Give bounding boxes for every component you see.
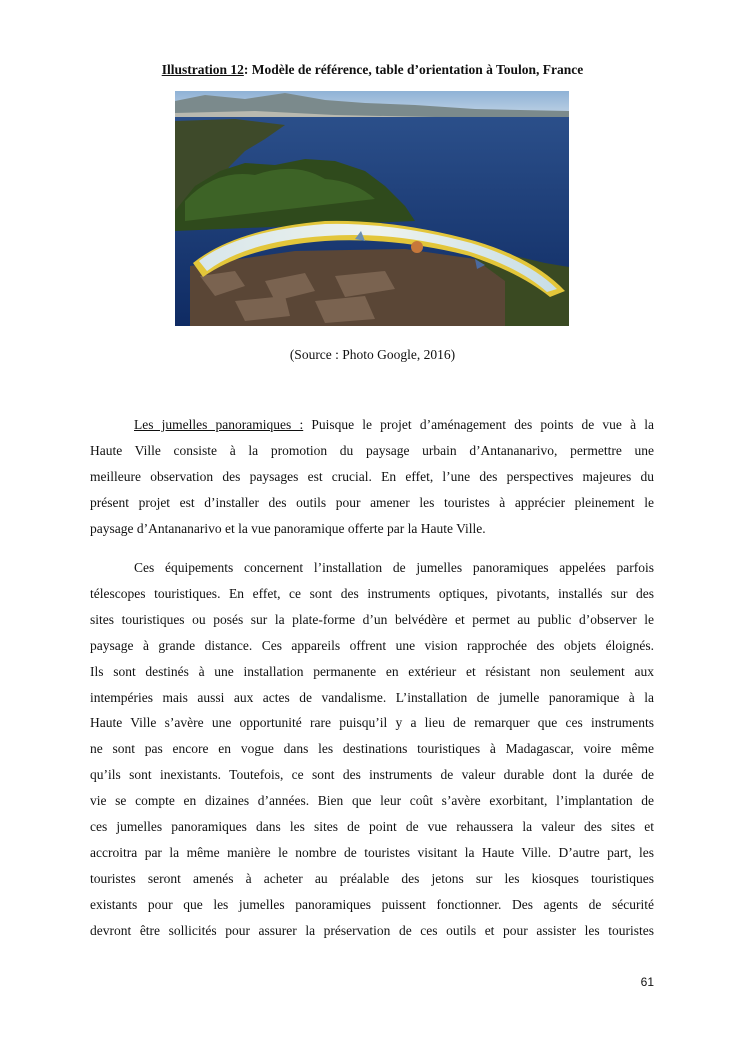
paragraph-line: Haute Ville consiste à la promotion du paysage urbain d’Antananarivo, permettre une [90, 442, 654, 458]
paragraph-line: paysage à grande distance. Ces appareils offrent une vision rapprochée des objets éloignés. [90, 637, 654, 653]
paragraph-line: devront être sollicités pour assurer la préservation de ces outils et pour assister les touristes [90, 922, 654, 938]
paragraph-line: ces jumelles panoramiques dans les sites de point de vue rehaussera la valeur des sites et [90, 819, 654, 835]
paragraph-line: existants pour que les jumelles panoramiques puissent fonctionner. Des agents de sécurité [90, 896, 654, 912]
page-number: 61 [640, 975, 654, 989]
caption-label: Illustration 12 [161, 62, 244, 77]
paragraph-line: Ils sont destinés à une installation permanente en extérieur et résistant non seulement aux [90, 663, 654, 679]
figure-caption [0, 62, 745, 78]
paragraph-line: paysage d’Antananarivo et la vue panoramique offerte par la Haute Ville. [90, 520, 486, 536]
caption-text: : Modèle de référence, table d’orientation à Toulon, France [243, 62, 584, 77]
paragraph-line: ne sont pas encore en vogue dans les destinations touristiques à Madagascar, voire même [90, 741, 654, 757]
paragraph-line: meilleure observation des paysages est crucial. En effet, l’une des perspectives majeures du [90, 468, 654, 484]
paragraph-jumelles [90, 412, 654, 542]
orientation-table-photo [175, 91, 569, 326]
paragraph-line: accroitra par la même manière le nombre de touristes visitant la Haute Ville. D’autre part, les [90, 844, 654, 860]
paragraph-line: Ces équipements concernent l’installation de jumelles panoramiques appelées parfois [134, 560, 654, 575]
paragraph-lead: Les jumelles panoramiques : [134, 417, 304, 432]
paragraph-equipements [90, 555, 654, 944]
paragraph-line: sites touristiques ou posés sur la plate-forme d’un belvédère et permet au public d’observer le [90, 611, 654, 627]
paragraph-line: intempéries mais aussi aux actes de vandalisme. L’installation de jumelle panoramique à la [90, 689, 654, 705]
paragraph-line: vie se compte en dizaines d’années. Bien que leur coût s’avère exorbitant, l’implantation de [90, 793, 654, 809]
paragraph-line: Les jumelles panoramiques : Puisque le projet d’aménagement des points de vue à la [134, 417, 654, 432]
paragraph-line: Haute Ville s’avère une opportunité rare puisqu’il y a lieu de remarquer que ces instruments [90, 715, 654, 731]
paragraph-line: présent projet est d’installer des outils pour amener les touristes à apprécier pleinement le [90, 494, 654, 510]
photo-illustration [175, 91, 569, 326]
photo-source: (Source : Photo Google, 2016) [289, 347, 456, 362]
paragraph-line: touristes seront amenés à acheter au préalable des jetons sur les kiosques touristiques [90, 870, 654, 886]
paragraph-line: télescopes touristiques. En effet, ce sont des instruments optiques, pivotants, installés sur des [90, 585, 654, 601]
paragraph-line: qu’ils sont inexistants. Toutefois, ce sont des instruments de valeur durable dont la durée de [90, 767, 654, 783]
